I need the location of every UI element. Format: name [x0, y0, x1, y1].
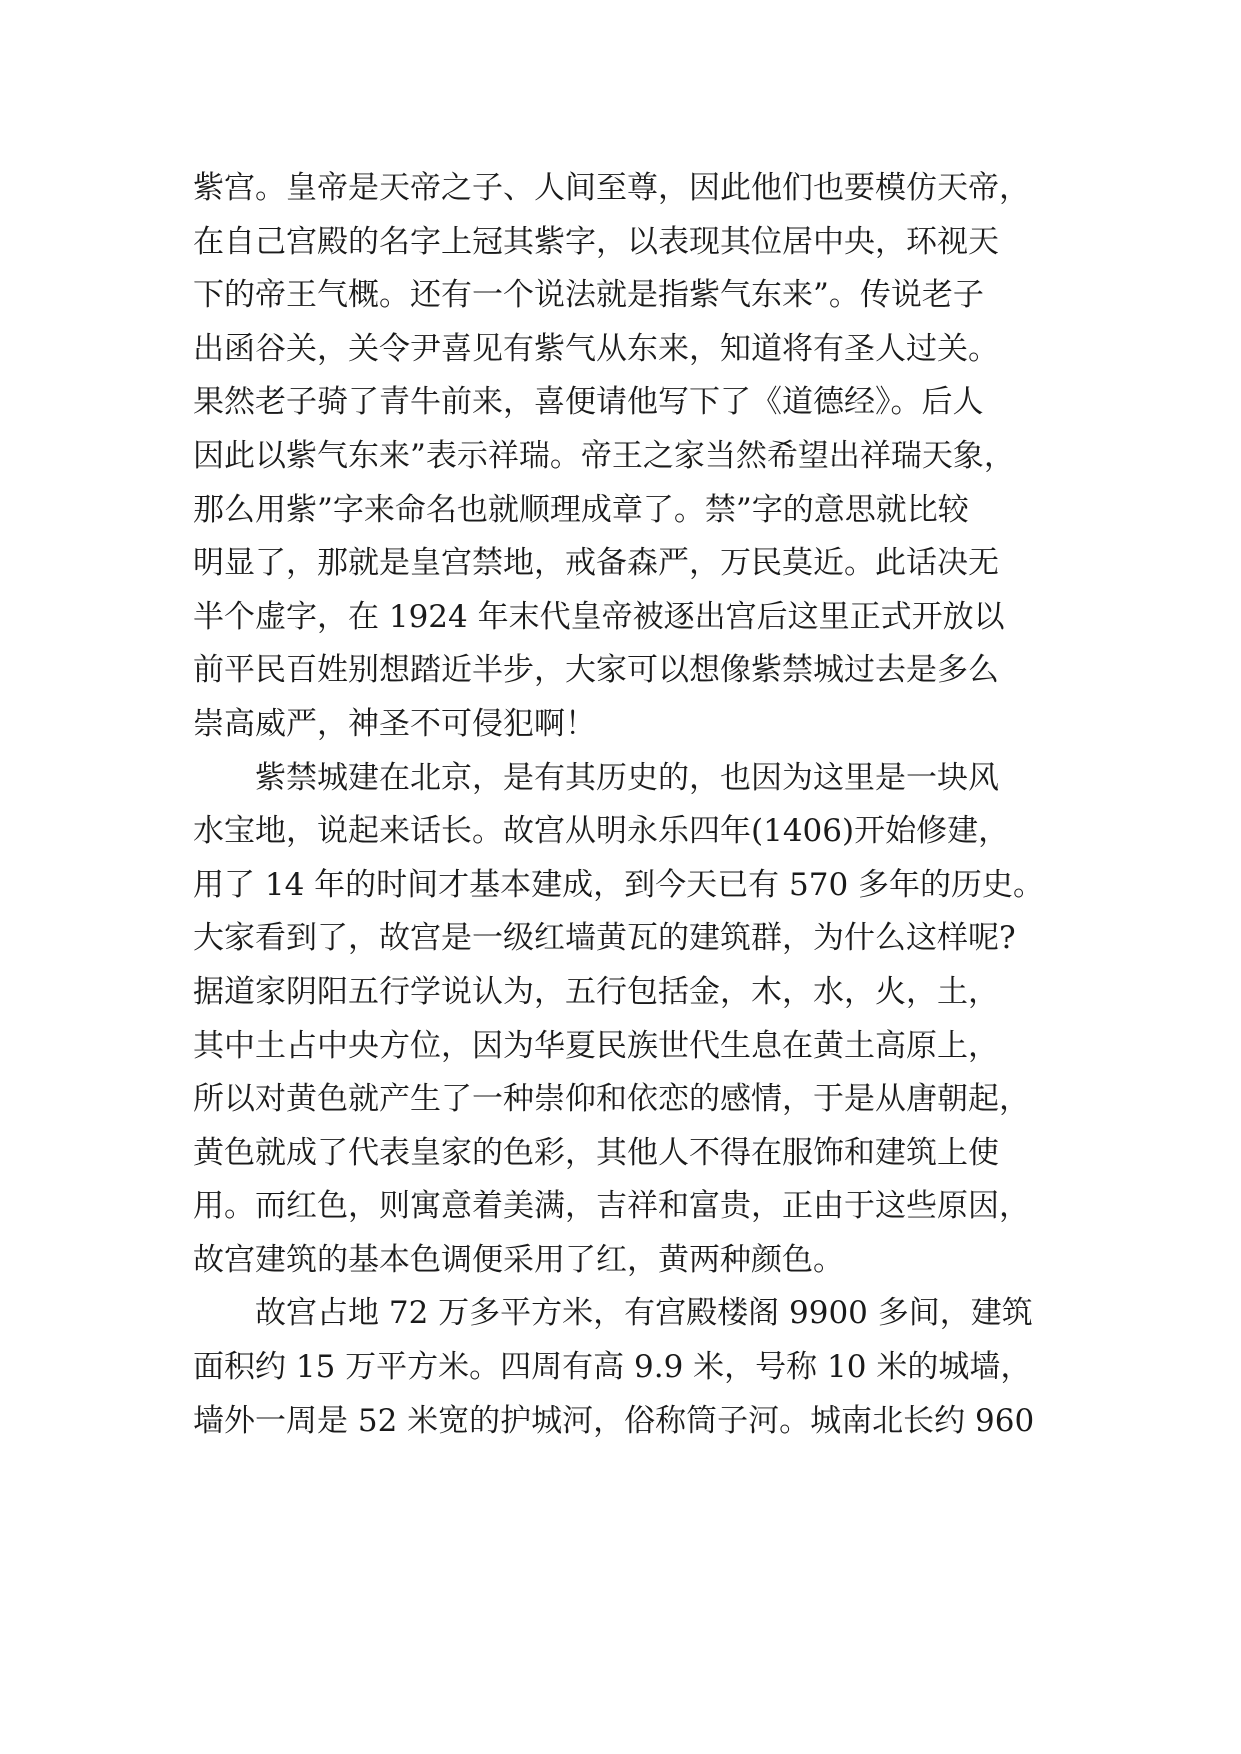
text-line: 用了 14 年的时间才基本建成，到今天已有 570 多年的历史。: [193, 866, 1045, 903]
text-line: 前平民百姓别想踏近半步，大家可以想像紫禁城过去是多么: [193, 652, 999, 689]
text-line: 其中土占中央方位，因为华夏民族世代生息在黄土高原上，: [193, 1027, 999, 1064]
text-line: 崇高威严，神圣不可侵犯啊！: [193, 705, 596, 742]
text-line: 面积约 15 万平方米。四周有高 9.9 米，号称 10 米的城墙，: [193, 1349, 1032, 1386]
text-line: 用。而红色，则寓意着美满，吉祥和富贵，正由于这些原因，: [193, 1188, 1030, 1225]
text-line: 在自己宫殿的名字上冠其紫字，以表现其位居中央，环视天: [193, 223, 999, 260]
text-line: 故宫建筑的基本色调便采用了红，黄两种颜色。: [193, 1241, 844, 1278]
text-line: 出函谷关，关令尹喜见有紫气从东来，知道将有圣人过关。: [193, 330, 999, 367]
document-body: [193, 162, 1073, 1448]
text-line: 果然老子骑了青牛前来，喜便请他写下了《道德经》。后人: [193, 384, 984, 421]
text-line: 因此以紫气东来”表示祥瑞。帝王之家当然希望出祥瑞天象，: [193, 437, 1015, 474]
text-line: 半个虚字，在 1924 年末代皇帝被逐出宫后这里正式开放以: [193, 598, 1005, 635]
text-line: 下的帝王气概。还有一个说法就是指紫气东来”。传说老子: [193, 277, 984, 314]
text-line: 那么用紫”字来命名也就顺理成章了。禁”字的意思就比较: [193, 491, 969, 528]
text-line: 水宝地，说起来话长。故宫从明永乐四年(1406)开始修建，: [193, 813, 1010, 850]
text-line: 紫宫。皇帝是天帝之子、人间至尊，因此他们也要模仿天帝，: [193, 170, 1030, 206]
paragraph-first-line: 故宫占地 72 万多平方米，有宫殿楼阁 9900 多间，建筑: [255, 1295, 1033, 1332]
paragraph-first-line: 紫禁城建在北京，是有其历史的，也因为这里是一块风: [255, 759, 999, 796]
text-line: 据道家阴阳五行学说认为，五行包括金，木，水，火，土，: [193, 973, 999, 1010]
text-line: 明显了，那就是皇宫禁地，戒备森严，万民莫近。此话决无: [193, 545, 999, 582]
text-line: 大家看到了，故宫是一级红墙黄瓦的建筑群，为什么这样呢?: [193, 920, 1016, 957]
text-line: 黄色就成了代表皇家的色彩，其他人不得在服饰和建筑上使: [193, 1134, 999, 1171]
text-line: 墙外一周是 52 米宽的护城河，俗称筒子河。城南北长约 960: [193, 1402, 1035, 1439]
text-line: 所以对黄色就产生了一种崇仰和依恋的感情，于是从唐朝起，: [193, 1081, 1030, 1118]
